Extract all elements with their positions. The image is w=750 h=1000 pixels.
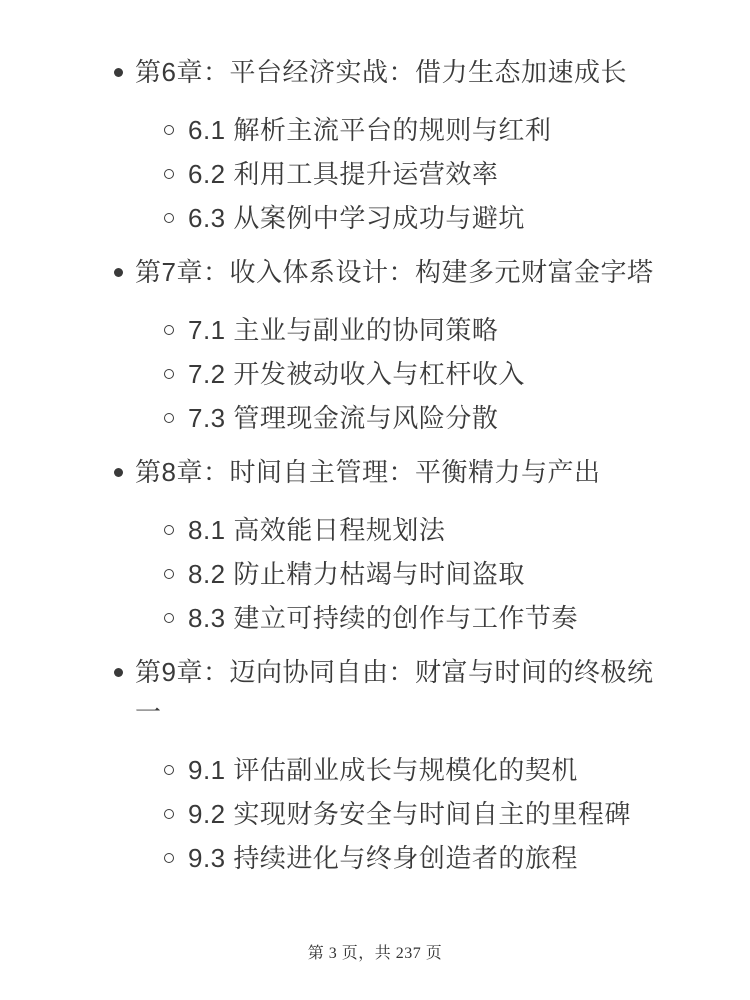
disc-bullet-icon	[114, 68, 123, 77]
circle-bullet-icon	[164, 853, 174, 863]
section-item	[188, 398, 665, 438]
chapter-block-7	[135, 252, 665, 438]
section-item-text: 6.1 解析主流平台的规则与红利	[188, 115, 552, 145]
chapter-block-8	[135, 452, 665, 638]
disc-bullet-icon	[114, 468, 123, 477]
circle-bullet-icon	[164, 809, 174, 819]
section-item-text: 8.1 高效能日程规划法	[188, 515, 446, 545]
circle-bullet-icon	[164, 325, 174, 335]
section-item-text: 9.2 实现财务安全与时间自主的里程碑	[188, 799, 631, 829]
disc-bullet-icon	[114, 668, 123, 677]
section-item	[188, 354, 665, 394]
circle-bullet-icon	[164, 213, 174, 223]
section-item-text: 9.3 持续进化与终身创造者的旅程	[188, 843, 578, 873]
section-item	[188, 510, 665, 550]
section-item	[188, 598, 665, 638]
chapter-title-text: 第6章：平台经济实战：借力生态加速成长	[135, 57, 627, 87]
section-item-text: 8.3 建立可持续的创作与工作节奏	[188, 603, 578, 633]
chapter-title	[135, 452, 665, 492]
section-item-text: 7.2 开发被动收入与杠杆收入	[188, 359, 525, 389]
section-list	[135, 750, 665, 878]
chapter-title-text: 第7章：收入体系设计：构建多元财富金字塔	[135, 257, 654, 287]
section-item	[188, 794, 665, 834]
chapter-block-6	[135, 52, 665, 238]
section-item	[188, 750, 665, 790]
chapter-block-9	[135, 652, 665, 878]
page-number-text: 第 3 页，共 237 页	[307, 945, 443, 962]
circle-bullet-icon	[164, 613, 174, 623]
circle-bullet-icon	[164, 369, 174, 379]
section-item-text: 7.3 管理现金流与风险分散	[188, 403, 499, 433]
circle-bullet-icon	[164, 765, 174, 775]
section-item	[188, 154, 665, 194]
section-item	[188, 310, 665, 350]
disc-bullet-icon	[114, 268, 123, 277]
section-list	[135, 110, 665, 238]
page-footer	[0, 944, 750, 964]
circle-bullet-icon	[164, 569, 174, 579]
chapter-title-text: 第9章：迈向协同自由：财富与时间的终极统一	[135, 657, 654, 727]
chapter-title	[135, 52, 665, 92]
circle-bullet-icon	[164, 125, 174, 135]
section-item-text: 9.1 评估副业成长与规模化的契机	[188, 755, 578, 785]
section-item	[188, 198, 665, 238]
chapter-title-text: 第8章：时间自主管理：平衡精力与产出	[135, 457, 601, 487]
chapter-title	[135, 652, 665, 732]
section-item	[188, 110, 665, 150]
circle-bullet-icon	[164, 169, 174, 179]
section-item	[188, 554, 665, 594]
table-of-contents	[135, 52, 665, 892]
section-list	[135, 510, 665, 638]
section-item-text: 6.2 利用工具提升运营效率	[188, 159, 499, 189]
section-item-text: 7.1 主业与副业的协同策略	[188, 315, 499, 345]
section-item-text: 6.3 从案例中学习成功与避坑	[188, 203, 525, 233]
circle-bullet-icon	[164, 525, 174, 535]
circle-bullet-icon	[164, 413, 174, 423]
section-item	[188, 838, 665, 878]
section-list	[135, 310, 665, 438]
chapter-title	[135, 252, 665, 292]
section-item-text: 8.2 防止精力枯竭与时间盗取	[188, 559, 525, 589]
